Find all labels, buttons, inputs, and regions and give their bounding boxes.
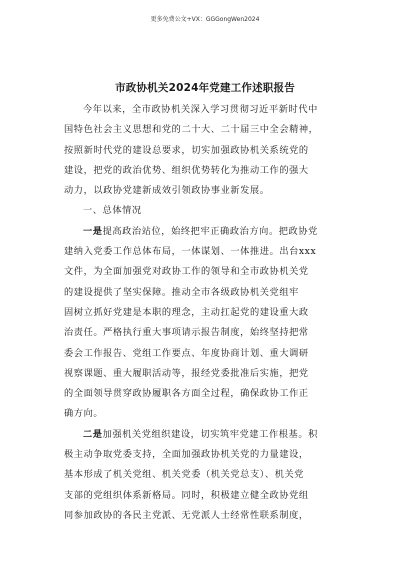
section-heading: 一、总体情况 bbox=[83, 205, 142, 217]
paragraph-1-line: 确方向。 bbox=[64, 408, 104, 420]
paragraph-2-line: 同参加政协的各民主党派、无党派人士经常性联系制度， bbox=[64, 509, 309, 521]
intro-line: 按照新时代党的建设总要求，切实加强政协机关系统党的 bbox=[64, 144, 309, 156]
paragraph-1-line: 建纳入党委工作总体布局，一体谋划、一体推进。出台xxx bbox=[64, 246, 317, 258]
paragraph-1-text: 提高政治站位，始终把牢正确政治方向。把政协党 bbox=[102, 225, 318, 237]
paragraph-1-line: 固树立抓好党建是本职的理念，主动扛起党的建设重大政 bbox=[64, 306, 309, 318]
paragraph-1-line: 文件，为全面加强党对政协工作的领导和全市政协机关党 bbox=[64, 266, 309, 278]
intro-line: 今年以来，全市政协机关深入学习贯彻习近平新时代中 bbox=[83, 104, 318, 115]
document-body bbox=[64, 100, 354, 526]
paragraph-2-text: 加强机关党组织建设，切实筑牢党建工作根基。积 bbox=[102, 428, 318, 440]
paragraph-1-line: 委会工作报告、党组工作要点、年度协商计划、重大调研 bbox=[64, 347, 309, 359]
paragraph-1-line: 的建设提供了坚实保障。推动全市各级政协机关党组牢 bbox=[64, 286, 299, 298]
intro-line: 国特色社会主义思想和党的二十大、二十届三中全会精神， bbox=[64, 124, 319, 136]
document-title: 市政协机关2024年党建工作述职报告 bbox=[115, 82, 295, 94]
paragraph-2-first-line bbox=[64, 425, 354, 445]
intro-line: 动力，以政协党建新成效引领政协事业新发展。 bbox=[64, 185, 270, 197]
paragraph-1-line: 的全面领导贯穿政协履职各方面全过程，确保政协工作正 bbox=[64, 388, 309, 400]
header-note: 更多免费公文+VX：GGGongWen2024 bbox=[150, 16, 260, 23]
paragraph-1-line: 视察课题、重大履职活动等，报经党委批准后实施，把党 bbox=[64, 367, 309, 379]
paragraph-1-line: 治责任。严格执行重大事项请示报告制度，始终坚持把常 bbox=[64, 327, 309, 339]
intro-line: 建设，把党的政治优势、组织优势转化为推动工作的强大 bbox=[64, 164, 309, 176]
paragraph-2-line: 基本形成了机关党组、机关党委（机关党总支）、机关党 bbox=[64, 469, 305, 481]
paragraph-2-line: 支部的党组织体系新格局。同时，积极建立健全政协党组 bbox=[64, 489, 309, 501]
paragraph-1-first-line bbox=[64, 222, 354, 242]
paragraph-2-lead: 二是 bbox=[83, 428, 103, 440]
paragraph-2-line: 极主动争取党委支持，全面加强政协机关党的力量建设， bbox=[64, 449, 309, 461]
paragraph-1-lead: 一是 bbox=[83, 225, 103, 237]
